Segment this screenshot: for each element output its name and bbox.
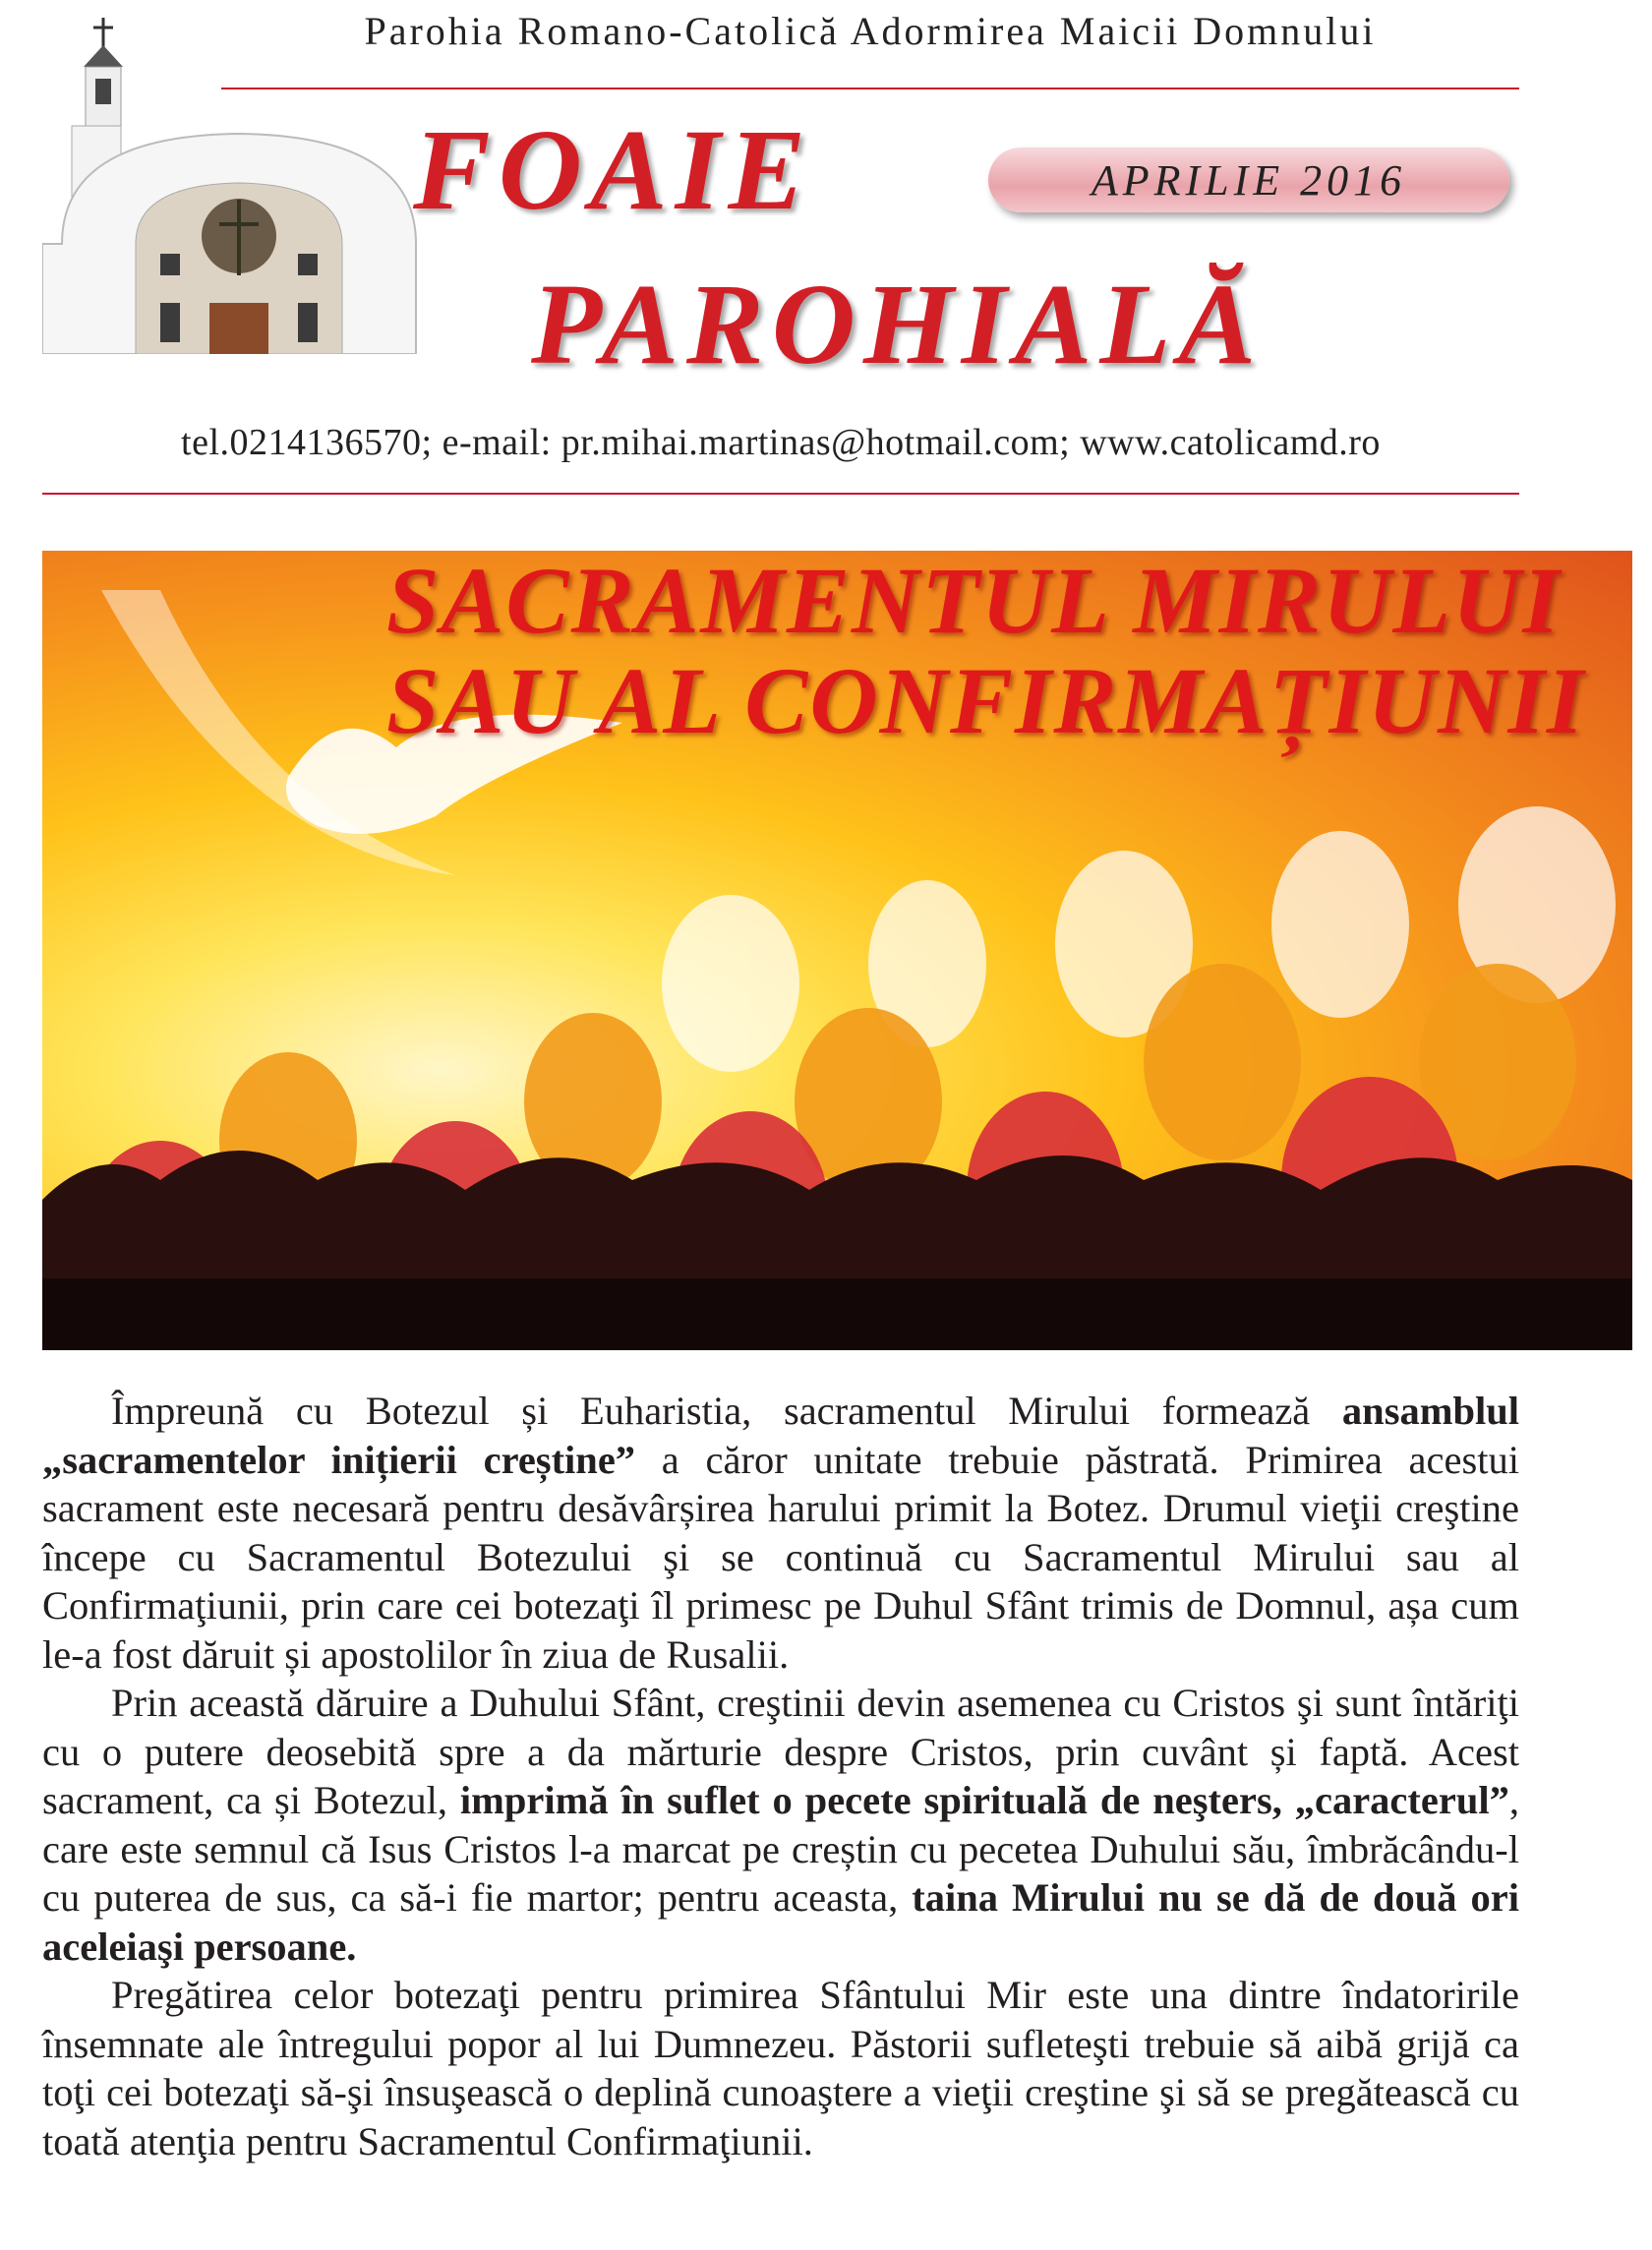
paragraph-3 xyxy=(42,1971,1519,2165)
banner-image xyxy=(42,551,1632,1350)
text: Pregătirea celor botezaţi pentru primirea Sfântului Mir este una dintre îndatoririle însemnate ale întregului popor al lui Dumnezeu. Păstorii sufleteşti trebuie să aibă grijă ca toţi cei botezaţi să-şi însuşească o deplină cunoaştere a vieţii creştine şi să se pregătească cu toată atenţia pentru Sacramentul Confirmaţiunii. xyxy=(42,1973,1519,2163)
masthead-title-line2: PAROHIALĂ xyxy=(531,260,1265,388)
text: Prin această dăruire a Duhului Sfânt, creştinii devin asemenea cu Cristos şi sunt întăriţi cu o putere deosebită spre a da mărturie despre Cristos, prin cuvânt și faptă. Acest sacrament, ca și Botezul, xyxy=(42,1681,1519,1822)
article-title-line1: SACRAMENTUL MIRULUI xyxy=(386,551,1562,653)
church-photo xyxy=(42,18,426,354)
text: Împreună cu Botezul și Euharistia, sacramentul Mirului formează xyxy=(111,1389,1342,1433)
parish-name: Parohia Romano-Catolică Adormirea Maicii Domnului xyxy=(364,9,1377,53)
text: , care este semnul că Isus Cristos l-a marcat pe creștin cu pecetea Duhului său, îmbrăcându-l cu puterea de sus, ca să-i fie martor; pentru aceasta, xyxy=(42,1778,1520,1920)
bold-text: taina Mirului nu se dă de două ori aceleiaşi persoane. xyxy=(42,1875,1519,1969)
text: a căror unitate trebuie păstrată. Primirea acestui sacrament este necesară pentru desăvârșirea harului primit la Botez. Drumul vieţii creştine începe cu Sacramentul Botezului şi se continuă cu Sacramentul Mirului sau al Confirmaţiunii, prin care cei botezaţi îl primesc pe Duhul Sfânt trimis de Domnul, așa cum le-a fost dăruit și apostolilor în ziua de Rusalii. xyxy=(42,1437,1519,1677)
article-title xyxy=(386,551,1585,751)
bold-text: imprimă în suflet o pecete spirituală de neşters, „caracterul” xyxy=(459,1778,1509,1822)
contact-info: tel.0214136570; e-mail: pr.mihai.martinas@hotmail.com; www.catolicamd.ro xyxy=(181,422,1381,463)
issue-date-badge: APRILIE 2016 xyxy=(988,148,1509,212)
article-body xyxy=(42,1387,1519,2165)
paragraph-2 xyxy=(42,1679,1519,1971)
paragraph-1 xyxy=(42,1387,1519,1679)
masthead-title-line1: FOAIE xyxy=(413,105,814,234)
article-title-line2: SAU AL CONFIRMAȚIUNII xyxy=(386,648,1586,753)
contact-divider xyxy=(42,493,1519,495)
bold-text: ansamblul „sacramentelor inițierii creștine” xyxy=(42,1389,1519,1482)
